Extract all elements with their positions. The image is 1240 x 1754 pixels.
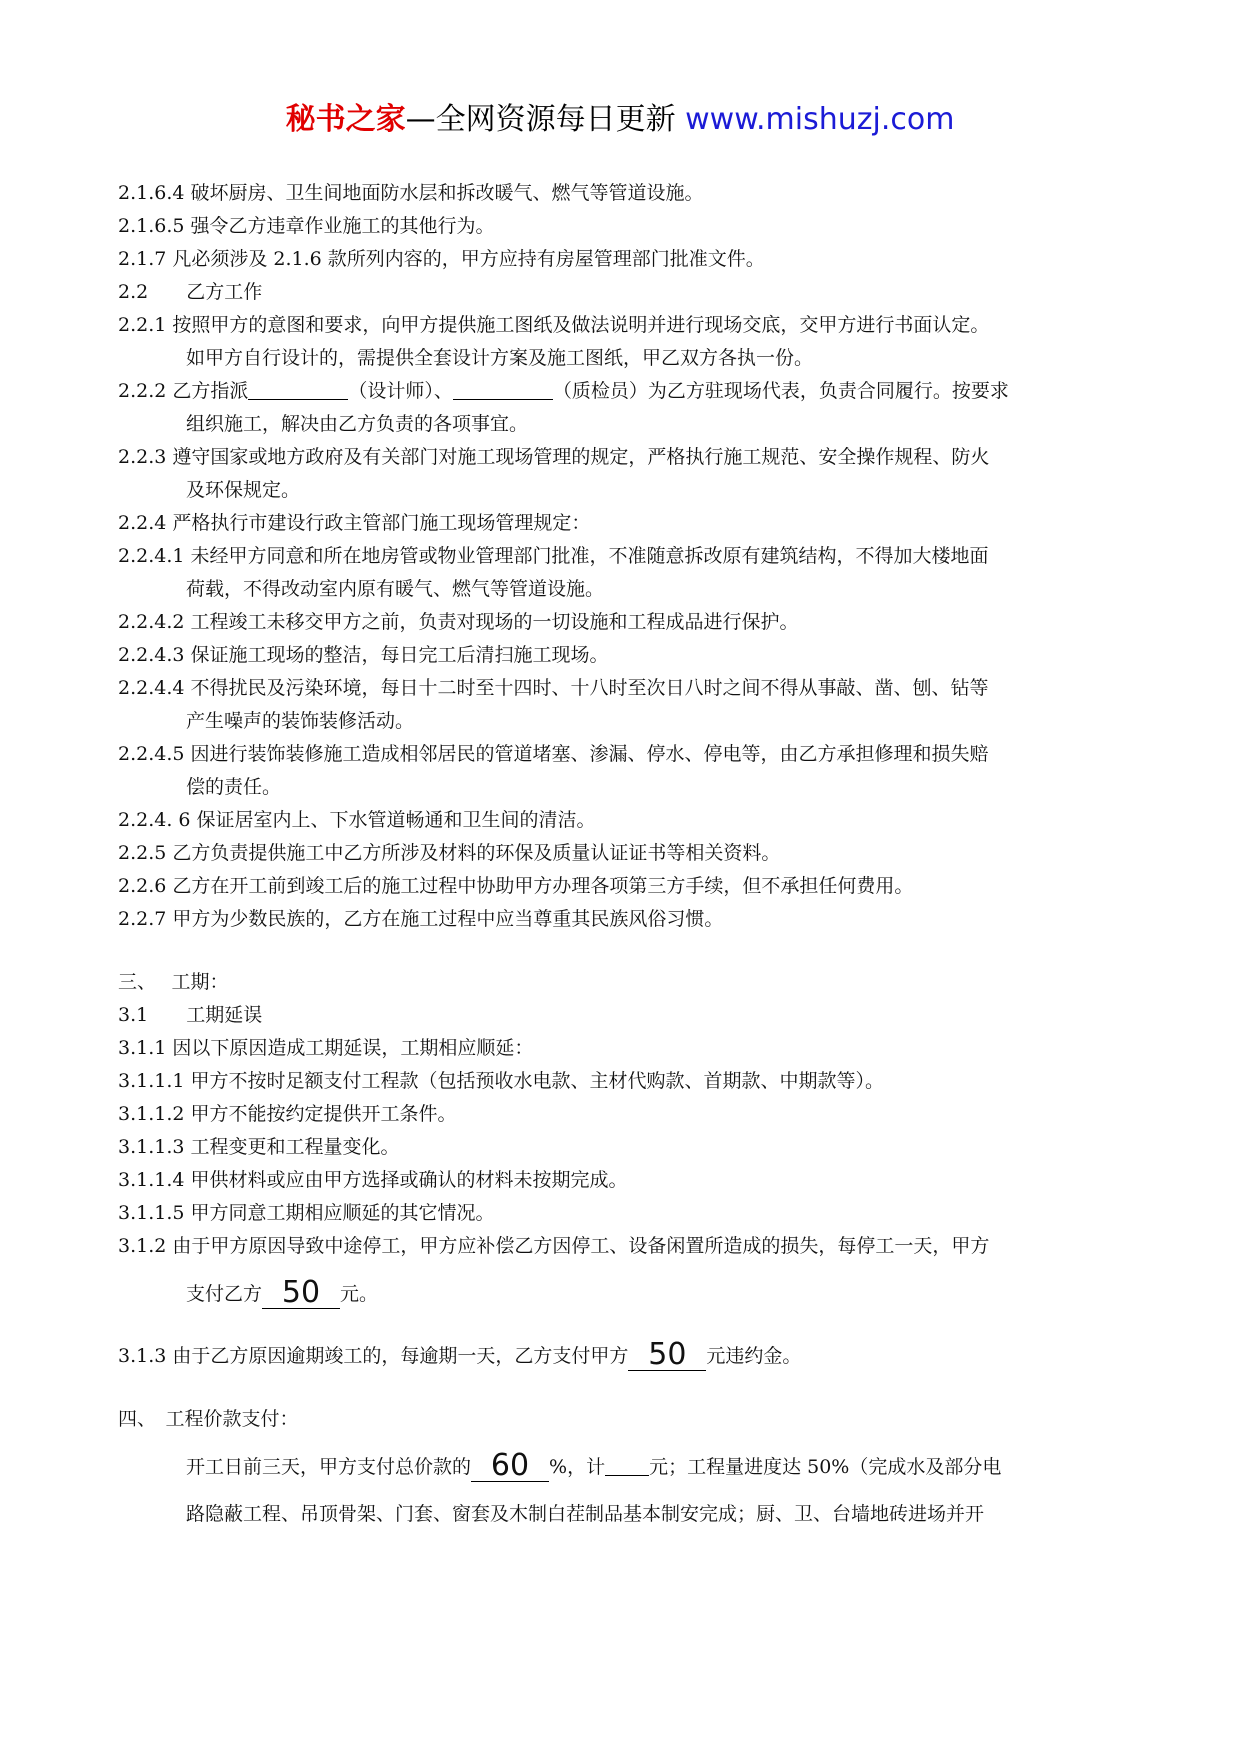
spacer <box>118 936 1128 966</box>
payment-text-a: 开工日前三天，甲方支付总价款的 <box>186 1456 472 1478</box>
clause-2-2-1-cont: 如甲方自行设计的，需提供全套设计方案及施工图纸，甲乙双方各执一份。 <box>186 347 814 369</box>
clause-2-2-4-4: 2.2.4.4 不得扰民及污染环境，每日十二时至十四时、十八时至次日八时之间不得从事敲、凿、刨、钻等 <box>118 677 989 699</box>
clause-3-1-2-text-a: 支付乙方 <box>186 1283 263 1305</box>
clause-2-2-4: 2.2.4 严格执行市建设行政主管部门施工现场管理规定： <box>118 512 591 534</box>
clause-3-1-3 <box>118 1325 1128 1387</box>
clause-2-1-6-4: 2.1.6.4 破坏厨房、卫生间地面防水层和拆改暖气、燃气等管道设施。 <box>118 182 704 204</box>
clause-2-2-4-1: 2.2.4.1 未经甲方同意和所在地房管或物业管理部门批准，不准随意拆改原有建筑结构，不得加大楼地面 <box>118 545 989 567</box>
clause-3-1-1-3: 3.1.1.3 工程变更和工程量变化。 <box>118 1136 400 1158</box>
clause-2-2-3-cont: 及环保规定。 <box>186 479 301 501</box>
header-slogan: 全网资源每日更新 <box>435 102 676 137</box>
spacer <box>118 1387 1128 1403</box>
clause-2-2-3: 2.2.3 遵守国家或地方政府及有关部门对施工现场管理的规定，严格执行施工规范、安全操作规程、防火 <box>118 446 990 468</box>
inspector-blank-field[interactable] <box>453 377 553 400</box>
clause-2-2-2-text-b: （设计师）、 <box>348 380 453 402</box>
clause-2-2-4-1-cont: 荷载，不得改动室内原有暖气、燃气等管道设施。 <box>186 578 605 600</box>
clause-3-1-2-cont <box>118 1263 1128 1325</box>
site-url-link[interactable]: www.mishuzj.com <box>685 102 955 137</box>
section-2-2-heading: 2.2 乙方工作 <box>118 281 263 303</box>
clause-2-2-1: 2.2.1 按照甲方的意图和要求，向甲方提供施工图纸及做法说明并进行现场交底，交甲方进行书面认定。 <box>118 314 990 336</box>
clause-2-1-6-5: 2.1.6.5 强令乙方违章作业施工的其他行为。 <box>118 215 495 237</box>
clause-2-2-2 <box>118 375 1128 408</box>
clause-3-1-1: 3.1.1 因以下原因造成工期延误，工期相应顺延： <box>118 1037 534 1059</box>
clause-2-2-4-6: 2.2.4. 6 保证居室内上、下水管道畅通和卫生间的清洁。 <box>118 809 596 831</box>
clause-2-2-6: 2.2.6 乙方在开工前到竣工后的施工过程中协助甲方办理各项第三方手续，但不承担任何费用。 <box>118 875 914 897</box>
daily-compensation-field[interactable]: 50 <box>262 1278 340 1309</box>
site-header <box>0 100 1240 140</box>
section-3-heading: 三、 工期： <box>118 971 229 993</box>
clause-2-2-5: 2.2.5 乙方负责提供施工中乙方所涉及材料的环保及质量认证证书等相关资料。 <box>118 842 781 864</box>
clause-2-2-2-text-a: 2.2.2 乙方指派 <box>118 380 249 402</box>
clause-2-2-2-cont: 组织施工，解决由乙方负责的各项事宜。 <box>186 413 529 435</box>
payment-clause-cont: 路隐蔽工程、吊顶骨架、门套、窗套及木制白茬制品基本制安完成；厨、卫、台墙地砖进场并开 <box>186 1503 985 1525</box>
clause-2-2-2-text-c: （质检员）为乙方驻现场代表，负责合同履行。按要求 <box>552 380 1009 402</box>
clause-3-1-1-2: 3.1.1.2 甲方不能按约定提供开工条件。 <box>118 1103 457 1125</box>
clause-2-1-7: 2.1.7 凡必须涉及 2.1.6 款所列内容的，甲方应持有房屋管理部门批准文件。 <box>118 248 765 270</box>
clause-3-1-1-1: 3.1.1.1 甲方不按时足额支付工程款（包括预收水电款、主材代购款、首期款、中期款等）。 <box>118 1070 885 1092</box>
clause-3-1-2-text-b: 元。 <box>340 1283 379 1305</box>
document-body <box>118 177 1128 1531</box>
clause-2-2-4-4-cont: 产生噪声的装饰装修活动。 <box>186 710 415 732</box>
header-dash: — <box>405 102 436 137</box>
clause-3-1-2: 3.1.2 由于甲方原因导致中途停工，甲方应补偿乙方因停工、设备闲置所造成的损失，每停工一天，甲方 <box>118 1235 990 1257</box>
designer-blank-field[interactable] <box>248 377 348 400</box>
clause-2-2-4-3: 2.2.4.3 保证施工现场的整洁，每日完工后清扫施工现场。 <box>118 644 609 666</box>
clause-2-2-7: 2.2.7 甲方为少数民族的，乙方在施工过程中应当尊重其民族风俗习惯。 <box>118 908 724 930</box>
clause-3-1-1-4: 3.1.1.4 甲供材料或应由甲方选择或确认的材料未按期完成。 <box>118 1169 628 1191</box>
advance-amount-blank-field[interactable] <box>605 1453 649 1476</box>
payment-text-b: %，计 <box>549 1456 606 1478</box>
section-4-heading: 四、 工程价款支付： <box>118 1408 299 1430</box>
daily-penalty-field[interactable]: 50 <box>628 1340 706 1371</box>
clause-3-1-3-text-b: 元违约金。 <box>706 1345 802 1367</box>
brand-name: 秘书之家 <box>285 102 406 137</box>
clause-2-2-4-5-cont: 偿的责任。 <box>186 776 282 798</box>
clause-2-2-4-2: 2.2.4.2 工程竣工未移交甲方之前，负责对现场的一切设施和工程成品进行保护。 <box>118 611 799 633</box>
clause-3-1-1-5: 3.1.1.5 甲方同意工期相应顺延的其它情况。 <box>118 1202 495 1224</box>
payment-text-c: 元；工程量进度达 50%（完成水及部分电 <box>649 1456 1002 1478</box>
payment-clause <box>118 1436 1128 1498</box>
clause-3-1-3-text-a: 3.1.3 由于乙方原因逾期竣工的，每逾期一天，乙方支付甲方 <box>118 1345 629 1367</box>
section-3-1-heading: 3.1 工期延误 <box>118 1004 263 1026</box>
advance-percent-field[interactable]: 60 <box>471 1451 549 1482</box>
clause-2-2-4-5: 2.2.4.5 因进行装饰装修施工造成相邻居民的管道堵塞、渗漏、停水、停电等，由乙方承担修理和损失赔 <box>118 743 989 765</box>
